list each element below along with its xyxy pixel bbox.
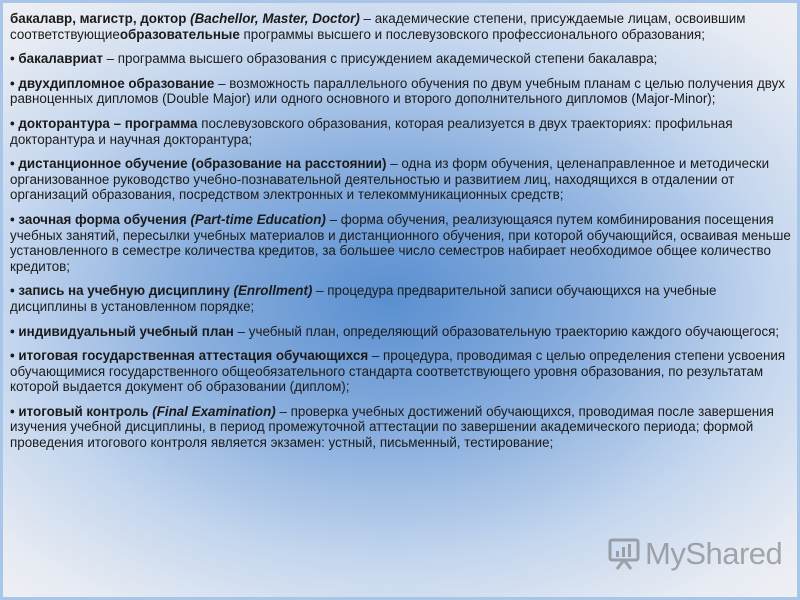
definition-text: – проверка учебных достижений обучающихся, проводимая после завершения изучения учебной дисциплины, в период промежуточной аттестации по завершении академического периода; формой проведения итогового контроля является экзамен: устный, письменный, тестирование; xyxy=(10,403,774,451)
definition-item xyxy=(10,116,794,147)
definition-bold-word: образовательные xyxy=(119,26,240,42)
definition-item xyxy=(10,156,794,203)
definition-text: – учебный план, определяющий образовательную траекторию каждого обучающегося; xyxy=(233,323,780,339)
definition-item xyxy=(10,404,794,451)
definition-gloss: (Enrollment) xyxy=(233,283,313,299)
definitions-list xyxy=(10,11,794,460)
definition-text: – процедура, проводимая с целью определения степени усвоения обучающимися государственного общеобязательного стандарта соответствующего уровня образования, по результатам которой выдается документ об образовании (диплом); xyxy=(10,348,786,395)
definition-gloss: (Bachellor, Master, Doctor) xyxy=(190,11,360,26)
definition-item xyxy=(10,51,794,67)
definition-term: • индивидуальный учебный план xyxy=(10,323,234,339)
definition-text: – академические степени, присуждаемые лицам, освоившим соответствующие xyxy=(10,11,746,42)
watermark-text: MyShared xyxy=(645,536,783,571)
definition-item xyxy=(10,324,794,340)
definition-text: – процедура предварительной записи обучающихся на учебные дисциплины в установленном порядке; xyxy=(10,283,717,314)
definition-item xyxy=(10,348,794,395)
definition-term: • двухдипломное образование xyxy=(10,75,215,91)
definition-term: • итоговая государственная аттестация обучающихся xyxy=(10,348,369,364)
definition-term: • докторантура – программа xyxy=(10,115,198,131)
presentation-board-icon xyxy=(607,537,641,571)
definition-item xyxy=(10,212,794,274)
definition-term: • заочная форма обучения xyxy=(10,211,187,227)
definition-term: • итоговый контроль xyxy=(10,403,149,419)
definition-text: – одна из форм обучения, целенаправленное и методически организованное руководство учебно-познавательной деятельностью и развитием лиц, находящихся в отдалении от организаций образования, посредством электронных и телекоммуникационных средств; xyxy=(10,156,770,203)
definition-item xyxy=(10,11,794,42)
definition-term: бакалавр, магистр, доктор xyxy=(10,11,187,26)
definition-item xyxy=(10,76,794,107)
definition-text: послевузовского образования, которая реализуется в двух траекториях: профильная докторантура и научная докторантура; xyxy=(10,115,733,147)
definition-term: • бакалавриат xyxy=(10,51,103,67)
definition-term: • дистанционное обучение (образование на расстоянии) xyxy=(10,156,387,172)
definition-text: – форма обучения, реализующаяся путем комбинирования посещения учебных занятий, пересылки учебных материалов и дистанционного обучения, при которой обучающийся, осваивая меньше установленного в семестре количества кредитов, за большее число семестров набирает необходимое общее количество кредитов; xyxy=(10,211,791,274)
definition-tail: программы высшего и послевузовского профессионального образования; xyxy=(239,26,706,42)
definition-term: • запись на учебную дисциплину xyxy=(10,283,230,299)
definition-text: – возможность параллельного обучения по двум учебным планам с целью получения двух равноценных дипломов (Double Major) или одного основного и второго дополнительного дипломов (Major-Minor); xyxy=(10,75,785,107)
myshared-watermark xyxy=(607,534,782,574)
definition-gloss: (Final Examination) xyxy=(152,403,276,419)
definition-gloss: (Part-time Education) xyxy=(190,211,326,227)
definition-item xyxy=(10,283,794,314)
definition-text: – программа высшего образования с присуждением академической степени бакалавра; xyxy=(102,51,658,67)
